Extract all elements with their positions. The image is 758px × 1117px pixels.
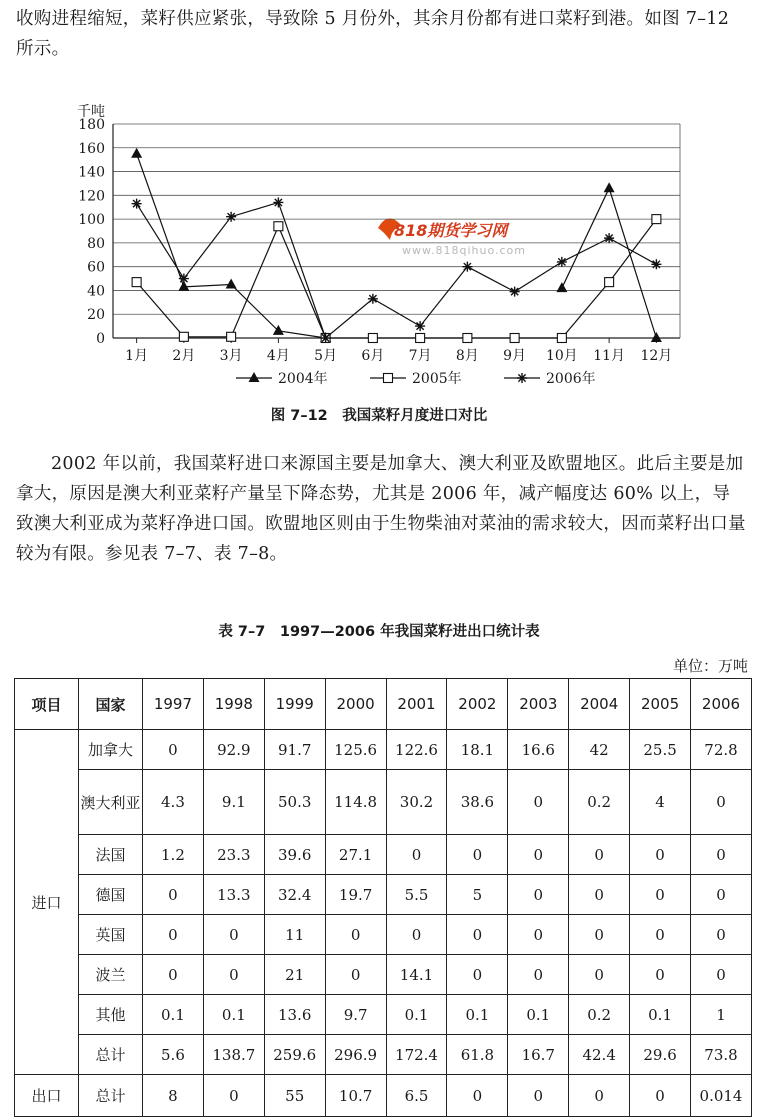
- data-point-asterisk: [273, 197, 283, 207]
- value-cell: 0: [508, 1075, 569, 1117]
- header-year: 2001: [386, 679, 447, 730]
- data-point-square: [274, 222, 283, 231]
- value-cell: 30.2: [386, 770, 447, 835]
- y-tick-label: 180: [78, 117, 105, 133]
- data-point-square: [132, 278, 141, 287]
- x-tick-label: 11月: [593, 348, 626, 364]
- watermark-url: www.818qihuo.com: [402, 244, 526, 257]
- table-row: [15, 995, 752, 1035]
- data-point-asterisk: [415, 321, 425, 331]
- value-cell: 0: [630, 955, 691, 995]
- x-tick-label: 8月: [455, 348, 479, 364]
- value-cell: 259.6: [264, 1035, 325, 1075]
- y-tick-label: 60: [87, 259, 105, 276]
- table-row: [15, 875, 752, 915]
- value-cell: 42: [569, 730, 630, 770]
- value-cell: 29.6: [630, 1035, 691, 1075]
- country-cell: 总计: [79, 1035, 143, 1075]
- legend-item: [236, 370, 328, 387]
- header-country: 国家: [79, 679, 143, 730]
- y-tick-label: 80: [87, 235, 105, 252]
- table-row: [15, 1075, 752, 1117]
- value-cell: 0.1: [630, 995, 691, 1035]
- monthly-import-line-chart: [0, 88, 758, 404]
- value-cell: 0: [630, 835, 691, 875]
- y-tick-label: 120: [78, 188, 105, 205]
- value-cell: 0.1: [508, 995, 569, 1035]
- country-cell: 加拿大: [79, 730, 143, 770]
- data-point-asterisk: [462, 262, 472, 272]
- data-point-square: [652, 215, 661, 224]
- data-point-square: [510, 334, 519, 343]
- value-cell: 0: [691, 875, 752, 915]
- value-cell: 0: [386, 835, 447, 875]
- value-cell: 13.3: [203, 875, 264, 915]
- table-row: [15, 915, 752, 955]
- value-cell: 114.8: [325, 770, 386, 835]
- y-tick-label: 160: [78, 140, 105, 157]
- value-cell: 0: [447, 955, 508, 995]
- x-tick-label: 2月: [172, 348, 196, 364]
- data-point-asterisk: [517, 373, 527, 383]
- value-cell: 0: [508, 770, 569, 835]
- legend-item: [370, 370, 462, 387]
- value-cell: 11: [264, 915, 325, 955]
- value-cell: 125.6: [325, 730, 386, 770]
- country-cell: 其他: [79, 995, 143, 1035]
- value-cell: 0: [143, 875, 204, 915]
- value-cell: 296.9: [325, 1035, 386, 1075]
- value-cell: 5.6: [143, 1035, 204, 1075]
- value-cell: 0: [508, 835, 569, 875]
- value-cell: 0: [630, 915, 691, 955]
- country-cell: 德国: [79, 875, 143, 915]
- value-cell: 10.7: [325, 1075, 386, 1117]
- value-cell: 0: [447, 915, 508, 955]
- value-cell: 1: [691, 995, 752, 1035]
- watermark: [378, 218, 526, 257]
- data-point-asterisk: [651, 259, 661, 269]
- x-tick-label: 4月: [266, 348, 290, 364]
- value-cell: 0.2: [569, 770, 630, 835]
- legend-label: 2004年: [278, 371, 328, 387]
- value-cell: 0: [569, 955, 630, 995]
- value-cell: 138.7: [203, 1035, 264, 1075]
- value-cell: 9.1: [203, 770, 264, 835]
- value-cell: 0: [386, 915, 447, 955]
- value-cell: 0: [203, 955, 264, 995]
- value-cell: 9.7: [325, 995, 386, 1035]
- value-cell: 42.4: [569, 1035, 630, 1075]
- value-cell: 172.4: [386, 1035, 447, 1075]
- data-point-triangle: [651, 332, 662, 342]
- x-tick-label: 10月: [545, 348, 578, 364]
- value-cell: 0: [143, 730, 204, 770]
- value-cell: 122.6: [386, 730, 447, 770]
- value-cell: 0.2: [569, 995, 630, 1035]
- value-cell: 55: [264, 1075, 325, 1117]
- value-cell: 14.1: [386, 955, 447, 995]
- data-point-triangle: [226, 279, 237, 289]
- table-row: [15, 1035, 752, 1075]
- table-row: [15, 955, 752, 995]
- x-tick-label: 3月: [219, 348, 243, 364]
- value-cell: 13.6: [264, 995, 325, 1035]
- value-cell: 91.7: [264, 730, 325, 770]
- value-cell: 0: [569, 1075, 630, 1117]
- y-tick-label: 140: [78, 164, 105, 181]
- value-cell: 0: [691, 770, 752, 835]
- table-row: [15, 835, 752, 875]
- value-cell: 73.8: [691, 1035, 752, 1075]
- table-row: [15, 730, 752, 770]
- header-year: 2004: [569, 679, 630, 730]
- value-cell: 4.3: [143, 770, 204, 835]
- data-point-triangle: [556, 282, 567, 292]
- value-cell: 1.2: [143, 835, 204, 875]
- value-cell: 0.014: [691, 1075, 752, 1117]
- data-point-asterisk: [604, 233, 614, 243]
- value-cell: 39.6: [264, 835, 325, 875]
- value-cell: 16.6: [508, 730, 569, 770]
- y-tick-label: 40: [87, 283, 105, 300]
- data-point-asterisk: [226, 212, 236, 222]
- value-cell: 21: [264, 955, 325, 995]
- value-cell: 0: [569, 915, 630, 955]
- value-cell: 0: [691, 835, 752, 875]
- value-cell: 5: [447, 875, 508, 915]
- value-cell: 16.7: [508, 1035, 569, 1075]
- country-cell: 总计: [79, 1075, 143, 1117]
- data-point-square: [605, 278, 614, 287]
- value-cell: 19.7: [325, 875, 386, 915]
- data-point-triangle: [249, 372, 260, 382]
- value-cell: 0.1: [143, 995, 204, 1035]
- value-cell: 50.3: [264, 770, 325, 835]
- value-cell: 18.1: [447, 730, 508, 770]
- country-cell: 澳大利亚: [79, 770, 143, 835]
- country-cell: 英国: [79, 915, 143, 955]
- data-point-asterisk: [510, 287, 520, 297]
- value-cell: 0: [325, 955, 386, 995]
- table-row: [15, 770, 752, 835]
- value-cell: 0: [143, 955, 204, 995]
- value-cell: 0: [569, 835, 630, 875]
- value-cell: 0: [630, 1075, 691, 1117]
- country-cell: 法国: [79, 835, 143, 875]
- header-year: 2002: [447, 679, 508, 730]
- header-year: 2003: [508, 679, 569, 730]
- data-point-square: [463, 334, 472, 343]
- data-point-square: [384, 374, 393, 383]
- data-point-triangle: [131, 148, 142, 158]
- x-tick-label: 12月: [640, 348, 673, 364]
- value-cell: 0: [143, 915, 204, 955]
- header-year: 1998: [203, 679, 264, 730]
- rapeseed-trade-table: [14, 678, 752, 1117]
- value-cell: 0: [203, 1075, 264, 1117]
- legend-label: 2005年: [412, 371, 462, 387]
- table-unit-label: 单位：万吨: [672, 657, 748, 675]
- value-cell: 0: [691, 955, 752, 995]
- x-tick-label: 9月: [503, 348, 527, 364]
- data-point-square: [179, 332, 188, 341]
- value-cell: 0: [508, 955, 569, 995]
- value-cell: 5.5: [386, 875, 447, 915]
- legend-label: 2006年: [546, 371, 596, 387]
- header-year: 1999: [264, 679, 325, 730]
- export-category-cell: 出口: [15, 1075, 79, 1117]
- body-paragraph-2: 2002 年以前，我国菜籽进口来源国主要是加拿大、澳大利亚及欧盟地区。此后主要是加拿大，原因是澳大利亚菜籽产量呈下降态势，尤其是 2006 年，减产幅度达 60% 以上，导致澳大利亚成为菜籽净进口国。欧盟地区则由于生物柴油对菜油的需求较大，因而菜籽出口量较为有限。参见表 7–7、表 7–8。: [16, 454, 746, 564]
- data-point-triangle: [604, 182, 615, 192]
- header-year: 1997: [143, 679, 204, 730]
- data-point-square: [416, 334, 425, 343]
- value-cell: 0: [508, 915, 569, 955]
- country-cell: 波兰: [79, 955, 143, 995]
- header-year: 2006: [691, 679, 752, 730]
- series-line: [137, 154, 657, 338]
- legend-item: [504, 370, 596, 387]
- value-cell: 27.1: [325, 835, 386, 875]
- value-cell: 38.6: [447, 770, 508, 835]
- value-cell: 0.1: [447, 995, 508, 1035]
- y-axis-label: 千吨: [77, 104, 105, 120]
- value-cell: 0: [630, 875, 691, 915]
- table-body: [15, 730, 752, 1117]
- table-caption: 表 7–7 1997—2006 年我国菜籽进出口统计表: [218, 624, 540, 640]
- table-header-row: [15, 679, 752, 730]
- value-cell: 4: [630, 770, 691, 835]
- header-year: 2005: [630, 679, 691, 730]
- value-cell: 8: [143, 1075, 204, 1117]
- x-tick-label: 6月: [361, 348, 385, 364]
- figure-caption: 图 7–12 我国菜籽月度进口对比: [270, 408, 488, 424]
- value-cell: 0: [325, 915, 386, 955]
- data-point-asterisk: [179, 274, 189, 284]
- y-tick-label: 100: [78, 212, 105, 229]
- value-cell: 0.1: [203, 995, 264, 1035]
- body-paragraph-1: 收购进程缩短，菜籽供应紧张，导致除 5 月份外，其余月份都有进口菜籽到港。如图 7–12 所示。: [16, 9, 730, 59]
- x-tick-label: 5月: [314, 348, 338, 364]
- header-item: 项目: [15, 679, 79, 730]
- value-cell: 0: [508, 875, 569, 915]
- value-cell: 6.5: [386, 1075, 447, 1117]
- value-cell: 25.5: [630, 730, 691, 770]
- data-point-square: [557, 334, 566, 343]
- value-cell: 72.8: [691, 730, 752, 770]
- data-point-square: [368, 334, 377, 343]
- watermark-brand: 818期货学习网: [394, 221, 508, 240]
- value-cell: 32.4: [264, 875, 325, 915]
- import-category-cell: 进口: [15, 730, 79, 1075]
- value-cell: 23.3: [203, 835, 264, 875]
- value-cell: 0: [203, 915, 264, 955]
- value-cell: 0: [569, 875, 630, 915]
- data-point-asterisk: [368, 294, 378, 304]
- value-cell: 0: [447, 835, 508, 875]
- y-tick-label: 20: [87, 307, 105, 324]
- x-tick-label: 7月: [408, 348, 432, 364]
- data-point-asterisk: [132, 199, 142, 209]
- value-cell: 0: [447, 1075, 508, 1117]
- data-point-asterisk: [321, 333, 331, 343]
- header-year: 2000: [325, 679, 386, 730]
- y-tick-label: 0: [96, 331, 105, 347]
- value-cell: 61.8: [447, 1035, 508, 1075]
- value-cell: 92.9: [203, 730, 264, 770]
- data-point-square: [227, 332, 236, 341]
- x-tick-label: 1月: [125, 348, 149, 364]
- value-cell: 0: [691, 915, 752, 955]
- data-point-asterisk: [557, 257, 567, 267]
- value-cell: 0.1: [386, 995, 447, 1035]
